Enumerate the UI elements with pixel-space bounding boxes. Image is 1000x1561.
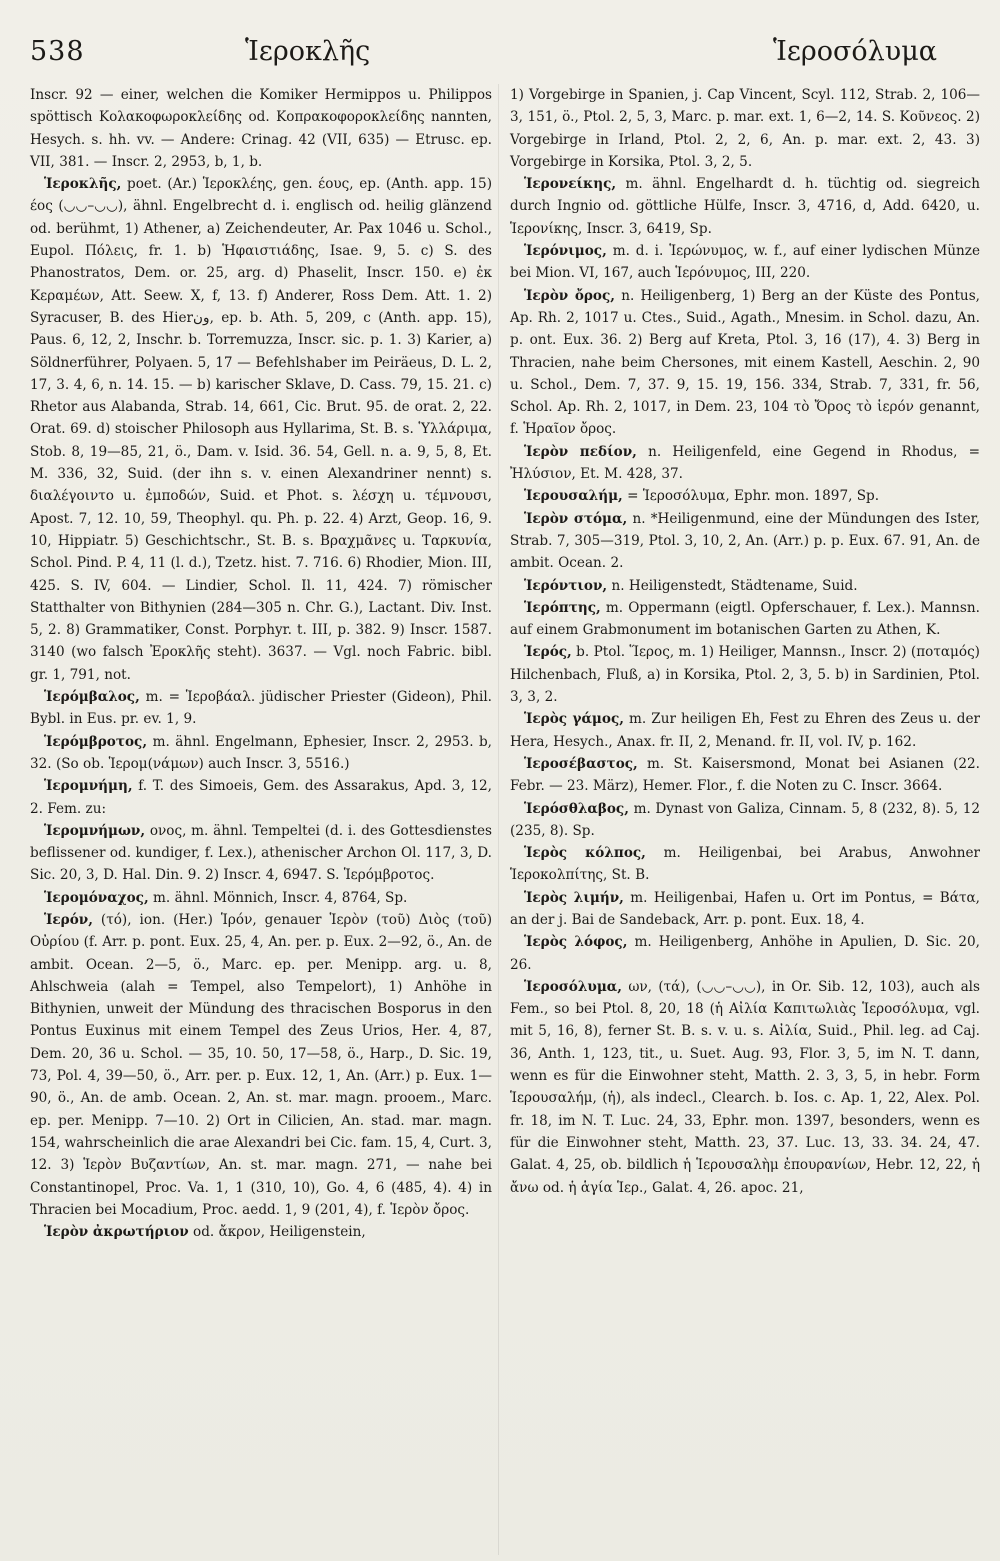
entry-text: = Ἱεροσόλυμα, Ephr. mon. 1897, Sp. — [627, 488, 880, 505]
dictionary-entry — [510, 173, 980, 240]
entry-text: n. Heiligenfeld, eine Gegend in Rhodus, = Ἠλύσιον, Et. M. 428, 37. — [510, 443, 980, 483]
entry-headword: Ἱεροσόλυμα, — [524, 978, 622, 995]
entry-text: Inscr. 92 — einer, welchen die Komiker Hermippos u. Philippos spöttisch Κολακοφωροκλείδης od. Κοπρακοφοροκλείδης nannten, Hesych. s. hh. vv. — Andere: Crinag. 42 (VII, 635) — Etrusc. ep. VII, 381. — Inscr. 2, 2953, b, 1, b. — [30, 87, 492, 170]
dictionary-entry — [510, 285, 980, 441]
entry-headword: Ἱερομόναχος, — [44, 889, 149, 906]
entry-headword: Ἱερομνήμων, — [44, 822, 146, 839]
entry-headword: Ἱεροκλῆς, — [44, 176, 122, 193]
running-head — [30, 36, 972, 76]
entry-headword: Ἱερὸς λιμήν, — [524, 889, 624, 906]
entry-text: b. Ptol. Ἵερος, m. 1) Heiliger, Mannsn., Inscr. 2) (ποταμός) Hilchenbach, Fluß, a) in Korsika, Ptol. 2, 3, 5. b) in Sardinien, Ptol. 3, 3, 2. — [510, 644, 980, 706]
entry-text: od. ἄκρον, Heiligenstein, — [193, 1224, 366, 1241]
dictionary-entry — [30, 731, 492, 776]
entry-headword: Ἱερόμβαλος, — [44, 689, 140, 706]
entry-headword: Ἱερὸν στόμα, — [524, 510, 628, 527]
entry-headword: Ἱερόσθλαβος, — [524, 800, 629, 817]
entry-text: m. Zur heiligen Eh, Fest zu Ehren des Zeus u. der Hera, Hesych., Anax. fr. II, 2, Menand. fr. II, vol. IV, p. 162. — [510, 711, 980, 750]
entry-text: m. Oppermann (eigtl. Opferschauer, f. Lex.). Mannsn. auf einem Grabmonument im botanischen Garten zu Athen, K. — [510, 599, 980, 639]
dictionary-entry — [30, 887, 492, 909]
dictionary-entry — [510, 441, 980, 486]
right-running-headword: Ἱεροσόλυμα — [773, 36, 937, 67]
dictionary-entry — [30, 775, 492, 820]
entry-headword: Ἱερονείκης, — [524, 176, 617, 193]
dictionary-entry — [510, 931, 980, 976]
dictionary-entry — [510, 508, 980, 575]
entry-text: f. T. des Simoeis, Gem. des Assarakus, Apd. 3, 12, 2. Fem. zu: — [30, 778, 493, 817]
dictionary-entry — [510, 887, 980, 932]
entry-headword: Ἱερουσαλήμ, — [524, 488, 623, 505]
entry-headword: Ἱεροσέβαστος, — [524, 755, 638, 772]
dictionary-entry — [30, 84, 492, 173]
dictionary-entry — [510, 641, 980, 708]
entry-headword: Ἱερόμβροτος, — [44, 733, 148, 750]
entry-text: 1) Vorgebirge in Spanien, j. Cap Vincent, Scyl. 112, Strab. 2, 106—3, 151, ö., Ptol. 2, 5, 3, Marc. p. mar. ext. 1, 6—2, 14. S. Κοῦνεος. 2) Vorgebirge in Irland, Ptol. 2, 2, 6, An. p. mar. ext. 2, 43. 3) Vorgebirge in Korsika, Ptol. 3, 2, 5. — [510, 87, 980, 170]
entry-text: m. ähnl. Engelmann, Ephesier, Inscr. 2, 2953. b, 32. (So ob. Ἱερομ(νάμων) auch Inscr. 3, 5516.) — [30, 733, 493, 772]
left-column — [30, 84, 492, 1243]
page-number: 538 — [30, 36, 85, 67]
entry-headword: Ἱερὸν πεδίον, — [524, 443, 637, 460]
entry-headword: Ἱερός, — [524, 644, 572, 661]
entry-text: poet. (Ar.) Ἱεροκλέης, gen. έους, ep. (Anth. app. 15) έος (◡◡–◡◡), ähnl. Engelbrecht d. i. englisch od. heilig glänzend od. berühmt, 1) Athener, a) Zeichendeuter, Ar. Pax 1046 u. Schol., Eupol. Πόλεις, fr. 1. b) Ἡφαιστιάδης, Isae. 9, 5. c) S. des Phanostratos, Dem. or. 25, arg. d) Phaselit, Inscr. 150. e) ἐκ Κεραμέων, Att. Seew. X, f, 13. f) Anderer, Ross Dem. Att. 1. 2) Syracuser, B. des Hierون, ep. b. Ath. 5, 209, c (Anth. app. 15), Paus. 6, 12, 2, Inschr. b. Torremuzza, Inscr. sic. p. 1. 3) Karier, a) Söldnerführer, Polyaen. 5, 17 — Befehlshaber im Peiräeus, D. L. 2, 17, 3. 4, 6, n. 14. 15. — b) karischer Sklave, D. Cass. 79, 15. 21. c) Rhetor aus Alabanda, Strab. 14, 661, Cic. Brut. 95. de orat. 2, 22. Orat. 69. d) stoischer Philosoph aus Hyllarima, St. B. s. Ὑλλάριμα, Stob. 8, 19—85, 21, ö., Dam. v. Isid. 36. 54, Gell. n. a. 9, 5, 8, Et. M. 336, 32, Suid. (der ihn s. v. einen Alexandriner nennt) s. διαλέγοιντο u. ἐμποδών, Suid. et Phot. s. λέσχη u. τέμνουσι, Apost. 7, 12. 10, 59, Theophyl. qu. Ph. p. 22. 4) Arzt, Geop. 16, 9. 10, Hippiatr. 5) Geschichtschr., St. B. s. Βραχμᾶνες u. Ταρκυνία, Schol. Pind. P. 4, 11 (l. d.), Tzetz. hist. 7. 716. 6) Rhodier, Mion. III, 425. S. IV, 604. — Lindier, Schol. Il. 11, 424. 7) römischer Statthalter von Bithynien (284—305 n. Chr. G.), Lactant. Div. Inst. 5, 2. 8) Grammatiker, Const. Porphyr. t. III, p. 382. 9) Inscr. 1587. 3140 (wo falsch Ἐροκλῆς steht). 3637. — Vgl. noch Fabric. bibl. gr. 1, 791, not. — [30, 176, 492, 683]
dictionary-entry — [510, 976, 980, 1199]
entry-text: m. ähnl. Mönnich, Inscr. 4, 8764, Sp. — [153, 889, 408, 906]
entry-text: m. d. i. Ἱερώνυμος, w. f., auf einer lydischen Münze bei Mion. VI, 167, auch Ἱερόνυμος, III, 220. — [510, 243, 980, 282]
dictionary-entry — [510, 597, 980, 642]
dictionary-entry — [510, 575, 980, 597]
dictionary-entry — [510, 753, 980, 798]
entry-headword: Ἱερομνήμη, — [44, 778, 133, 795]
entry-text: m. Heiligenbai, Hafen u. Ort im Pontus, = Βάτα, an der j. Bai de Sandeback, Arr. p. pont. Eux. 18, 4. — [510, 889, 980, 928]
entry-text: m. Heiligenberg, Anhöhe in Apulien, D. Sic. 20, 26. — [510, 934, 981, 973]
entry-headword: Ἱερόν, — [44, 911, 93, 928]
entry-text: ων, (τά), (◡◡–◡◡), in Or. Sib. 12, 103), auch als Fem., so bei Ptol. 8, 20, 18 (ἡ Αἰλία Καπιτωλιὰς Ἱεροσόλυμα, vgl. mit 5, 16, 8), ferner St. B. s. v. u. s. Αἰλία, Suid., Phil. leg. ad Caj. 36, Anth. 1, 123, tit., u. Suet. Aug. 93, Flor. 3, 5, im N. T. dann, wenn es für die Einwohner steht, Matth. 2. 3, 3, 5, in hebr. Form Ἱερουσαλήμ, (ἡ), als indecl., Clearch. b. Ios. c. Ap. 1, 22, Alex. Pol. fr. 18, im N. T. Luc. 24, 33, Ephr. mon. 1397, besonders, wenn es für die Einwohner steht, Matth. 23, 37. Luc. 13, 33. 34. 24, 47. Galat. 4, 25, ob. bildlich ἡ Ἱερουσαλὴμ ἐπουρανίων, Hebr. 12, 22, ἡ ἄνω od. ἡ ἁγία Ἱερ., Galat. 4, 26. apoc. 21, — [510, 978, 980, 1196]
dictionary-entry — [510, 485, 980, 507]
dictionary-entry — [30, 173, 492, 686]
entry-headword: Ἱερὸς λόφος, — [524, 934, 628, 951]
entry-text: m. ähnl. Engelhardt d. h. tüchtig od. siegreich durch Ingnio od. göttliche Hülfe, Inscr. 3, 4716, d, Add. 6420, u. Ἱερονίκης, Inscr. 3, 6419, Sp. — [510, 176, 980, 237]
entry-text: (τό), ion. (Her.) Ἱρόν, genauer Ἱερὸν (τοῦ) Διὸς (τοῦ) Οὐρίου (f. Arr. p. pont. Eux. 25, 4, An. per. p. Eux. 2—92, ö., An. de ambit. Ocean. 2—5, ö., Marc. ep. per. Menipp. arg. u. 8, Ahlschweia (alah = Tempel, also Tempelort), 1) Anhöhe in Bithynien, unweit der Mündung des thracischen Bosporus in den Pontus Euxinus mit einem Tempel des Zeus Urios, Her. 4, 87, Dem. 20, 36 u. Schol. — 35, 10. 50, 17—58, ö., Harp., D. Sic. 19, 73, Pol. 4, 39—50, ö., Arr. per. p. Eux. 12, 1, An. (Arr.) p. Eux. 1—90, ö., An. de amb. Ocean. 2, An. st. mar. magn. prooem., Marc. ep. per. Menipp. 7—10. 2) Ort in Cilicien, An. stad. mar. magn. 154, wahrscheinlich die arae Alexandri bei Cic. fam. 15, 4, Curt. 3, 12. 3) Ἱερὸν Βυζαντίων, An. st. mar. magn. 271, — nahe bei Constantinopel, Proc. Va. 1, 1 (310, 10), Go. 4, 6 (485, 4). 4) in Thracien bei Mocadium, Proc. aedd. 1, 9 (201, 4), f. Ἱερὸν ὄρος. — [30, 911, 492, 1218]
entry-headword: Ἱερόντιον, — [524, 577, 608, 594]
entry-text: m. Dynast von Galiza, Cinnam. 5, 8 (232, 8). 5, 12 (235, 8). Sp. — [510, 800, 981, 839]
entry-text: ονος, m. ähnl. Tempeltei (d. i. des Gottesdienstes beflissener od. kundiger, f. Lex.), athenischer Archon Ol. 117, 3, D. Sic. 20, 3, D. Hal. Din. 9. 2) Inscr. 4, 6947. S. Ἱερόμβροτος. — [30, 822, 492, 884]
dictionary-entry — [30, 1221, 492, 1243]
entry-text: n. Heiligenstedt, Städtename, Suid. — [611, 577, 858, 594]
dictionary-entry — [510, 240, 980, 285]
dictionary-entry — [30, 820, 492, 887]
entry-headword: Ἱερόπτης, — [524, 599, 601, 616]
dictionary-entry — [30, 686, 492, 731]
left-running-headword: Ἱεροκλῆς — [245, 36, 371, 67]
entry-headword: Ἱερὸς γάμος, — [524, 711, 624, 728]
column-divider — [498, 84, 499, 1555]
entry-text: n. *Heiligenmund, eine der Mündungen des Ister, Strab. 7, 305—319, Ptol. 3, 10, 2, An. (Arr.) p. p. Eux. 67. 91, An. de ambit. Ocean. 2. — [510, 510, 981, 572]
entry-headword: Ἱερὸν ἀκρωτήριον — [44, 1224, 189, 1241]
entry-text: m. Heiligenbai, bei Arabus, Anwohner Ἱεροκολπίτης, St. B. — [510, 845, 980, 884]
entry-headword: Ἱερόνιμος, — [524, 243, 607, 260]
entry-headword: Ἱερὸν ὄρος, — [524, 287, 616, 304]
entry-headword: Ἱερὸς κόλπος, — [524, 845, 646, 862]
dictionary-entry — [510, 798, 980, 843]
dictionary-entry — [510, 84, 980, 173]
right-column — [510, 84, 980, 1199]
dictionary-entry — [30, 909, 492, 1221]
dictionary-entry — [510, 708, 980, 753]
dictionary-entry — [510, 842, 980, 887]
entry-text: n. Heiligenberg, 1) Berg an der Küste des Pontus, Ap. Rh. 2, 1017 u. Ctes., Suid., Agath., Mnesim. in Schol. dazu, An. p. ont. Eux. 36. 2) Berg auf Kreta, Ptol. 3, 16 (17), 4. 3) Berg in Thracien, nahe beim Chersones, mit einem Kastell, Aeschin. 2, 90 u. Schol., Dem. 7, 37. 9, 15. 19, 156. 334, Strab. 7, 331, fr. 56, Schol. Ap. Rh. 2, 1017, in Dem. 23, 104 τὸ Ὄρος τὸ ἱερόν genannt, f. Ἡραῖον ὄρος. — [510, 287, 980, 438]
entry-text: m. = Ἱεροβάαλ. jüdischer Priester (Gideon), Phil. Bybl. in Eus. pr. ev. 1, 9. — [30, 689, 492, 728]
entry-text: m. St. Kaisersmond, Monat bei Asianen (22. Febr. — 23. März), Hemer. Flor., f. die Noten zu C. Inscr. 3664. — [510, 755, 980, 795]
